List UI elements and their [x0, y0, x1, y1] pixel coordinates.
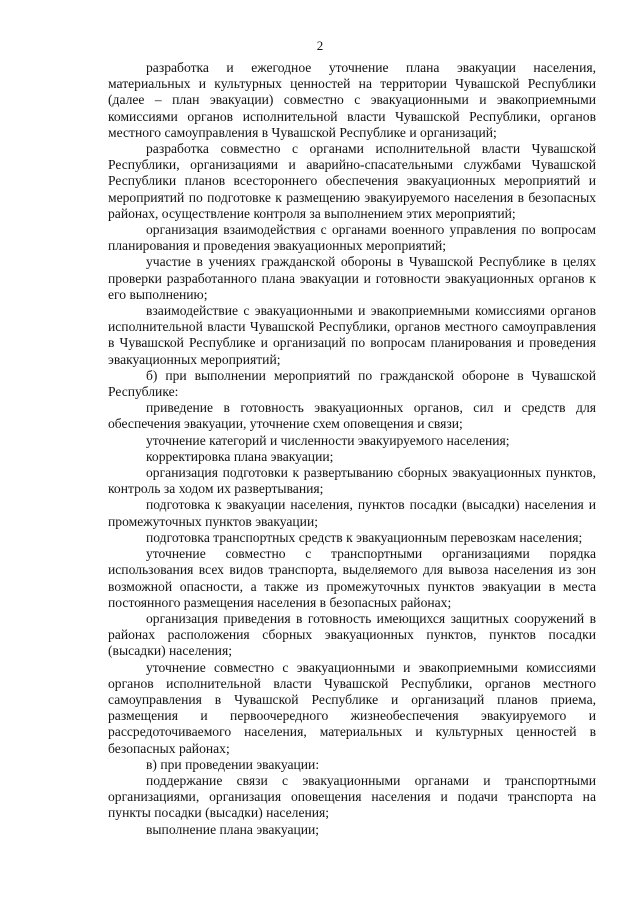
page-number: 2 [316, 38, 324, 53]
paragraph: выполнение плана эвакуации; [146, 821, 320, 837]
paragraph: уточнение категорий и численности эвакуируемого населения; [146, 432, 510, 448]
paragraph: организация подготовки к развертыванию сборных эвакуационных пунктов, контроль за ходом их развертывания; [108, 465, 596, 497]
paragraph: участие в учениях гражданской обороны в Чувашской Республике в целях проверки разработанного плана эвакуации и готовности эвакуационных органов к его выполнению; [108, 254, 596, 302]
paragraph: разработка и ежегодное уточнение плана эвакуации населения, материальных и культурных ценностей на территории Чувашской Республики (далее – план эвакуации) совместно с эвакуационными и эвакоприемными комиссиями органов исполнительной власти Чувашской Республики, органов местного самоуправления в Чувашской Республике и организаций; [108, 60, 596, 140]
paragraph: разработка совместно с органами исполнительной власти Чувашской Республики, организациями и аварийно-спасательными службами Чувашской Республики планов всестороннего обеспечения эвакуационных мероприятий и мероприятий по подготовке к размещению эвакуируемого населения в безопасных районах, осуществление контроля за выполнением этих мероприятий; [108, 141, 596, 221]
paragraph: взаимодействие с эвакуационными и эвакоприемными комиссиями органов исполнительной власти Чувашской Республики, органов местного самоуправления в Чувашской Республике и организаций по вопросам планирования и проведения эвакуационных мероприятий; [108, 303, 596, 367]
paragraph: поддержание связи с эвакуационными органами и транспортными организациями, организация оповещения населения и подачи транспорта на пункты посадки (высадки) населения; [108, 772, 596, 821]
paragraph: подготовка к эвакуации населения, пунктов посадки (высадки) населения и промежуточных пунктов эвакуации; [108, 497, 596, 529]
paragraph: организация взаимодействия с органами военного управления по вопросам планирования и проведения эвакуационных мероприятий; [108, 222, 596, 254]
paragraph: корректировка плана эвакуации; [146, 448, 334, 464]
paragraph: уточнение совместно с эвакуационными и эвакоприемными комиссиями органов исполнительной власти Чувашской Республики, органов местного самоуправления в Чувашской Республике и организаций планов приема, размещения и первоочередного жизнеобеспечения эвакуируемого и рассредоточиваемого населения, материальных и культурных ценностей в безопасных районах; [108, 659, 596, 756]
paragraph: организация приведения в готовность имеющихся защитных сооружений в районах расположения сборных эвакуационных пунктов, пунктов посадки (высадки) населения; [108, 610, 596, 659]
paragraph: подготовка транспортных средств к эвакуационным перевозкам населения; [146, 529, 583, 545]
paragraph: приведение в готовность эвакуационных органов, сил и средств для обеспечения эвакуации, уточнение схем оповещения и связи; [108, 400, 596, 432]
document-body [108, 60, 596, 838]
paragraph: б) при выполнении мероприятий по гражданской обороне в Чувашской Республике: [108, 367, 596, 400]
paragraph: уточнение совместно с транспортными организациями порядка использования всех видов транспорта, выделяемого для вывоза населения из зон возможной опасности, а также из промежуточных пунктов эвакуации в места постоянного размещения населения в безопасных районах; [108, 546, 596, 610]
paragraph: в) при проведении эвакуации: [146, 756, 320, 772]
